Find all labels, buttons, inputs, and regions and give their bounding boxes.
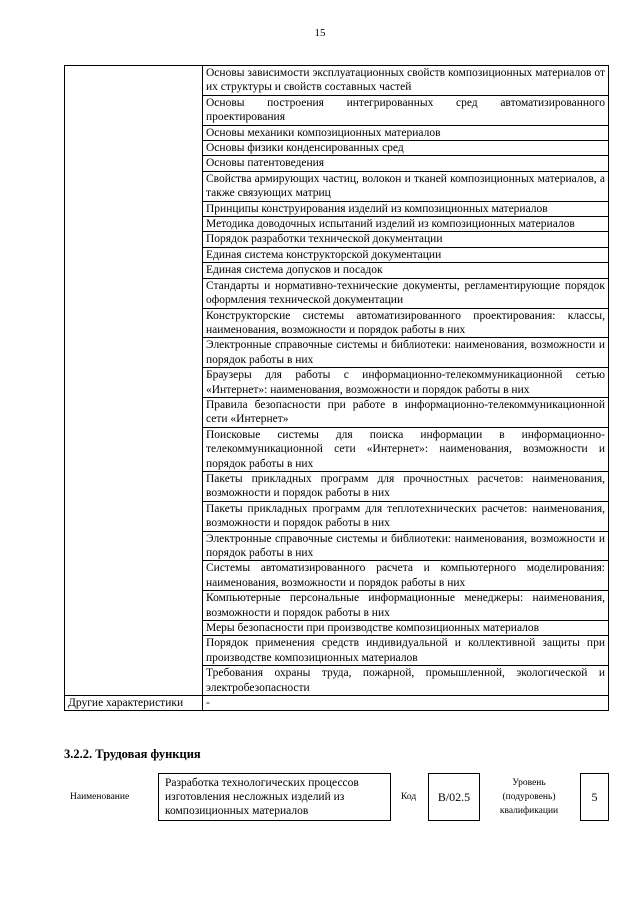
requirements-table-body	[65, 66, 609, 711]
knowledge-item: Электронные справочные системы и библиотеки: наименования, возможности и порядок работы в них	[203, 338, 609, 368]
knowledge-item: Методика доводочных испытаний изделий из композиционных материалов	[203, 217, 609, 232]
knowledge-item: Единая система допусков и посадок	[203, 263, 609, 278]
knowledge-item: Конструкторские системы автоматизированного проектирования: классы, наименования, возможности и порядок работы в них	[203, 308, 609, 338]
knowledge-item: Принципы конструирования изделий из композиционных материалов	[203, 201, 609, 216]
knowledge-item: Поисковые системы для поиска информации в информационно-телекоммуникационной сети «Интернет»: наименования, возможности и порядок работы в них	[203, 427, 609, 471]
knowledge-item: Порядок разработки технической документации	[203, 232, 609, 247]
knowledge-item: Свойства армирующих частиц, волокон и тканей композиционных материалов, а также связующих матриц	[203, 171, 609, 201]
knowledge-item: Браузеры для работы с информационно-телекоммуникационной сетью «Интернет»: наименования, возможности и порядок работы в них	[203, 368, 609, 398]
knowledge-item: Пакеты прикладных программ для теплотехнических расчетов: наименования, возможности и порядок работы в них	[203, 501, 609, 531]
knowledge-item: Компьютерные персональные информационные менеджеры: наименования, возможности и порядок работы в них	[203, 591, 609, 621]
qualification-level-box: 5	[580, 773, 609, 821]
knowledge-item: Основы патентоведения	[203, 156, 609, 171]
knowledge-item: Единая система конструкторской документации	[203, 247, 609, 262]
knowledge-item: Основы построения интегрированных сред автоматизированного проектирования	[203, 95, 609, 125]
section-title: 3.2.2. Трудовая функция	[64, 747, 201, 761]
requirements-table	[64, 65, 609, 711]
code-label: Код	[401, 792, 417, 802]
knowledge-row	[65, 66, 609, 96]
knowledge-label-cell	[65, 66, 203, 696]
function-name-box: Разработка технологических процессов изготовления несложных изделий из композиционных материалов	[158, 773, 391, 821]
knowledge-item: Правила безопасности при работе в информационно-телекоммуникационной сети «Интернет»	[203, 397, 609, 427]
knowledge-item: Электронные справочные системы и библиотеки: наименования, возможности и порядок работы в них	[203, 531, 609, 561]
knowledge-item: Основы физики конденсированных сред	[203, 141, 609, 156]
knowledge-item: Меры безопасности при производстве композиционных материалов	[203, 621, 609, 636]
knowledge-item: Пакеты прикладных программ для прочностных расчетов: наименования, возможности и порядок работы в них	[203, 471, 609, 501]
other-characteristics-value: -	[203, 696, 609, 711]
knowledge-item: Основы механики композиционных материалов	[203, 125, 609, 140]
knowledge-item: Системы автоматизированного расчета и компьютерного моделирования: наименования, возможности и порядок работы в них	[203, 561, 609, 591]
knowledge-item: Порядок применения средств индивидуальной и коллективной защиты при производстве композиционных материалов	[203, 636, 609, 666]
knowledge-item: Стандарты и нормативно-технические документы, регламентирующие порядок оформления технической документации	[203, 278, 609, 308]
page-number: 15	[314, 27, 326, 39]
qualification-level-label: Уровень (подуровень) квалификации	[499, 778, 559, 816]
function-code-box: B/02.5	[428, 773, 480, 821]
other-characteristics-label: Другие характеристики	[65, 696, 203, 711]
name-label: Наименование	[70, 792, 130, 802]
knowledge-item: Требования охраны труда, пожарной, промышленной, экологической и электробезопасности	[203, 666, 609, 696]
other-characteristics-row	[65, 696, 609, 711]
knowledge-item: Основы зависимости эксплуатационных свойств композиционных материалов от их структуры и свойств составных частей	[203, 66, 609, 96]
